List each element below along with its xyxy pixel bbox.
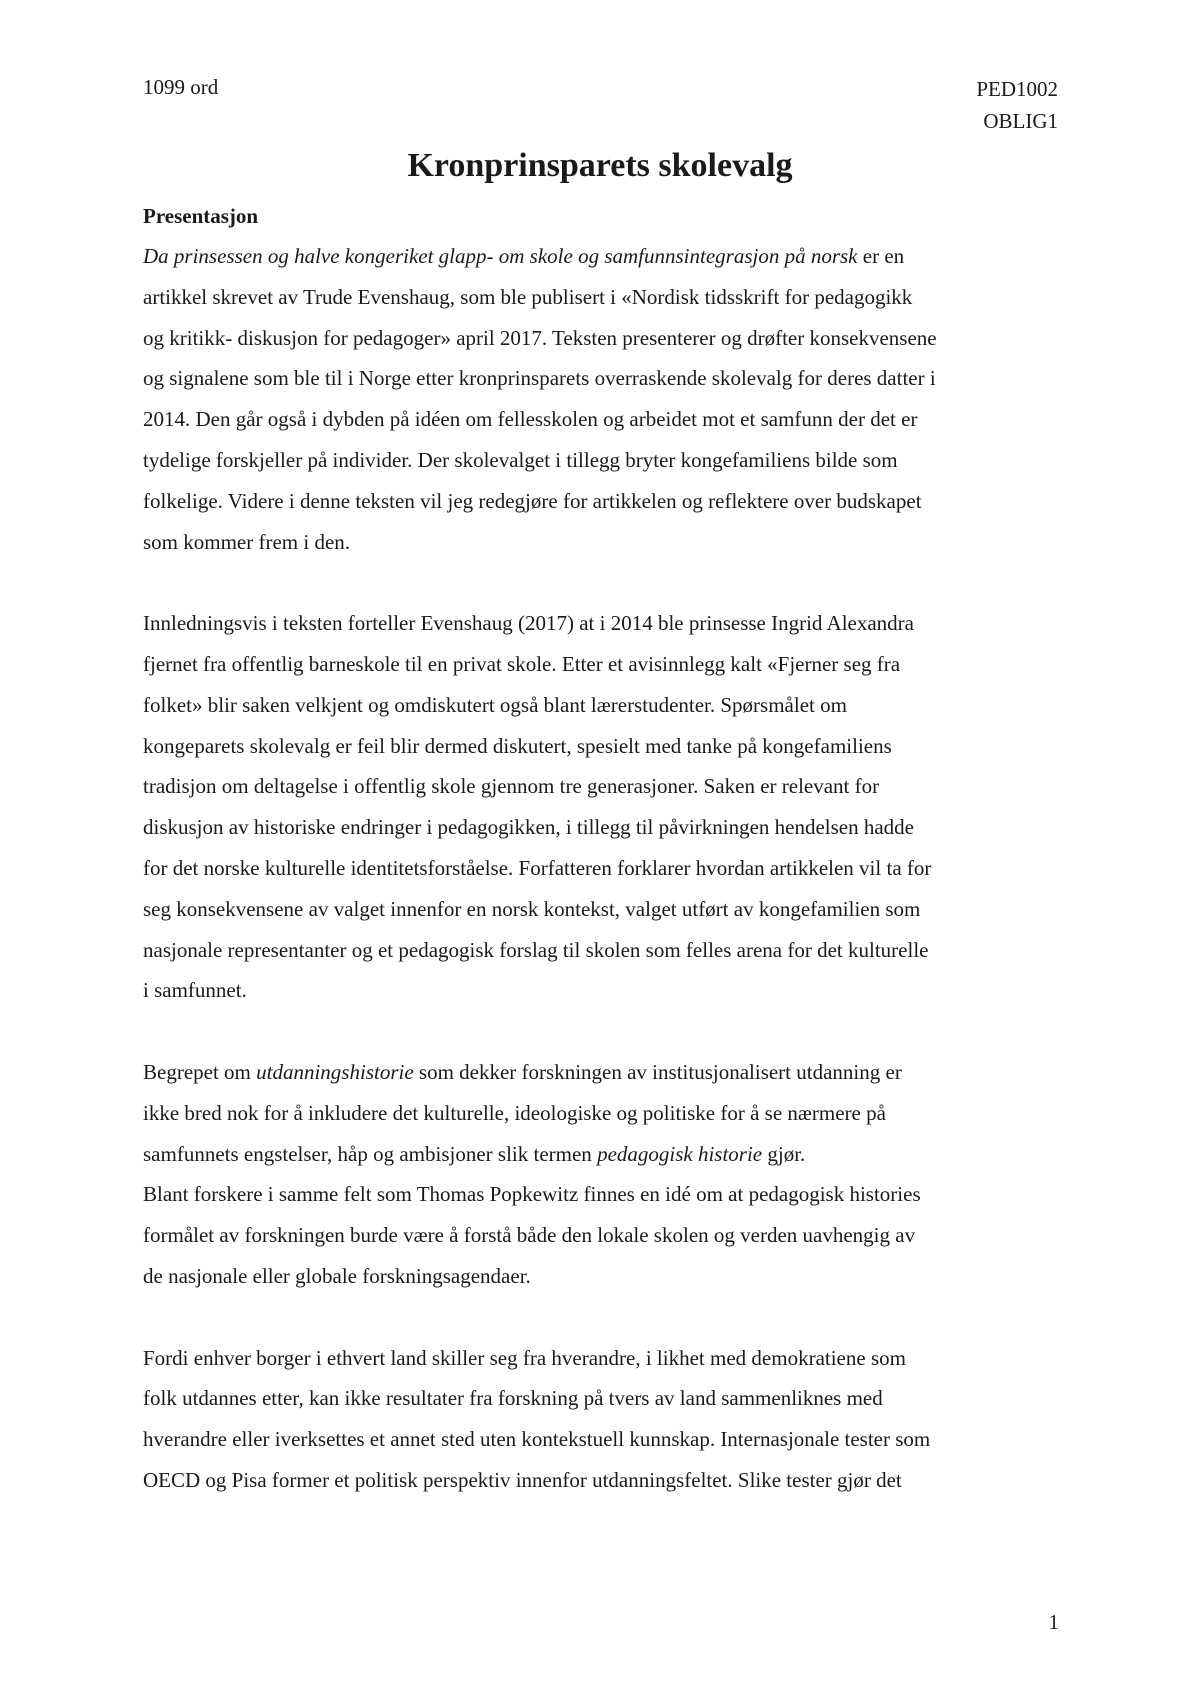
paragraph-1: [143, 236, 1073, 562]
document-title: Kronprinsparets skolevalg: [407, 147, 793, 184]
paragraph-line: i samfunnet.: [143, 978, 247, 1003]
paragraph-line: ikke bred nok for å inkludere det kulturelle, ideologiske og politiske for å se nærmere på: [143, 1100, 886, 1125]
paragraph-line: for det norske kulturelle identitetsforståelse. Forfatteren forklarer hvordan artikkelen vil ta for: [143, 855, 932, 880]
paragraph-line: formålet av forskningen burde være å forstå både den lokale skolen og verden uavhengig av: [143, 1223, 916, 1248]
document-body: [143, 196, 1073, 1501]
paragraph-line: tydelige forskjeller på individer. Der skolevalget i tillegg bryter kongefamiliens bilde som: [143, 447, 898, 472]
word-count: 1099 ord: [143, 75, 219, 99]
paragraph-2: [143, 603, 1073, 1011]
term-italic: utdanningshistorie: [256, 1059, 414, 1084]
paragraph-3: [143, 1052, 1073, 1297]
paragraph-line: [143, 1134, 1073, 1175]
paragraph-line: Fordi enhver borger i ethvert land skiller seg fra hverandre, i likhet med demokratiene som: [143, 1345, 906, 1370]
paragraph-line: seg konsekvensene av valget innenfor en norsk kontekst, valget utført av kongefamilien som: [143, 896, 921, 921]
text-run: Begrepet om: [143, 1059, 257, 1084]
course-code: PED1002: [976, 77, 1058, 101]
assignment-label: OBLIG1: [983, 109, 1058, 133]
header-right: [976, 73, 1058, 137]
paragraph-4: [143, 1338, 1073, 1501]
paragraph-line: Innledningsvis i teksten forteller Evenshaug (2017) at i 2014 ble prinsesse Ingrid Alexandra: [143, 611, 914, 636]
text-run: gjør.: [762, 1141, 806, 1166]
term-italic: pedagogisk historie: [597, 1141, 763, 1166]
paragraph-line: [143, 1052, 1073, 1093]
paragraph-line: artikkel skrevet av Trude Evenshaug, som ble publisert i «Nordisk tidsskrift for pedagogikk: [143, 284, 913, 309]
paragraph-line: de nasjonale eller globale forskningsagendaer.: [143, 1263, 531, 1288]
paragraph-line: nasjonale representanter og et pedagogisk forslag til skolen som felles arena for det kulturelle: [143, 937, 929, 962]
section-heading: Presentasjon: [143, 204, 259, 228]
paragraph-line: folk utdannes etter, kan ikke resultater fra forskning på tvers av land sammenliknes med: [143, 1386, 883, 1411]
paragraph-line: Blant forskere i samme felt som Thomas Popkewitz finnes en idé om at pedagogisk histories: [143, 1182, 921, 1207]
page-number: 1: [1048, 1610, 1059, 1634]
text-run: samfunnets engstelser, håp og ambisjoner slik termen: [143, 1141, 598, 1166]
paragraph-gap: [143, 562, 1073, 603]
paragraph-line: OECD og Pisa former et politisk perspektiv innenfor utdanningsfeltet. Slike tester gjør det: [143, 1467, 902, 1492]
paragraph-gap: [143, 1297, 1073, 1338]
paragraph-line: folket» blir saken velkjent og omdiskutert også blant lærerstudenter. Spørsmålet om: [143, 692, 847, 717]
paragraph-line: diskusjon av historiske endringer i pedagogikken, i tillegg til påvirkningen hendelsen hadde: [143, 815, 915, 840]
article-title: Da prinsessen og halve kongeriket glapp- om skole og samfunnsintegrasjon på norsk: [143, 244, 858, 268]
text-run: er en: [857, 244, 905, 268]
paragraph-line: 2014. Den går også i dybden på idéen om fellesskolen og arbeidet mot et samfunn der det er: [143, 407, 918, 432]
paragraph-line: [143, 236, 1073, 277]
paragraph-line: tradisjon om deltagelse i offentlig skole gjennom tre generasjoner. Saken er relevant for: [143, 774, 880, 799]
paragraph-line: fjernet fra offentlig barneskole til en privat skole. Etter et avisinnlegg kalt «Fjerner seg fra: [143, 651, 901, 676]
paragraph-line: som kommer frem i den.: [143, 529, 351, 554]
text-run: som dekker forskningen av institusjonalisert utdanning er: [413, 1059, 902, 1084]
paragraph-line: kongeparets skolevalg er feil blir dermed diskutert, spesielt med tanke på kongefamiliens: [143, 733, 892, 758]
paragraph-gap: [143, 1011, 1073, 1052]
paragraph-line: hverandre eller iverksettes et annet sted uten kontekstuell kunnskap. Internasjonale tester som: [143, 1427, 931, 1452]
paragraph-line: og signalene som ble til i Norge etter kronprinsparets overraskende skolevalg for deres datter i: [143, 366, 936, 391]
paragraph-line: folkelige. Videre i denne teksten vil jeg redegjøre for artikkelen og reflektere over budskapet: [143, 488, 922, 513]
paragraph-line: og kritikk- diskusjon for pedagoger» april 2017. Teksten presenterer og drøfter konsekvensene: [143, 325, 937, 350]
